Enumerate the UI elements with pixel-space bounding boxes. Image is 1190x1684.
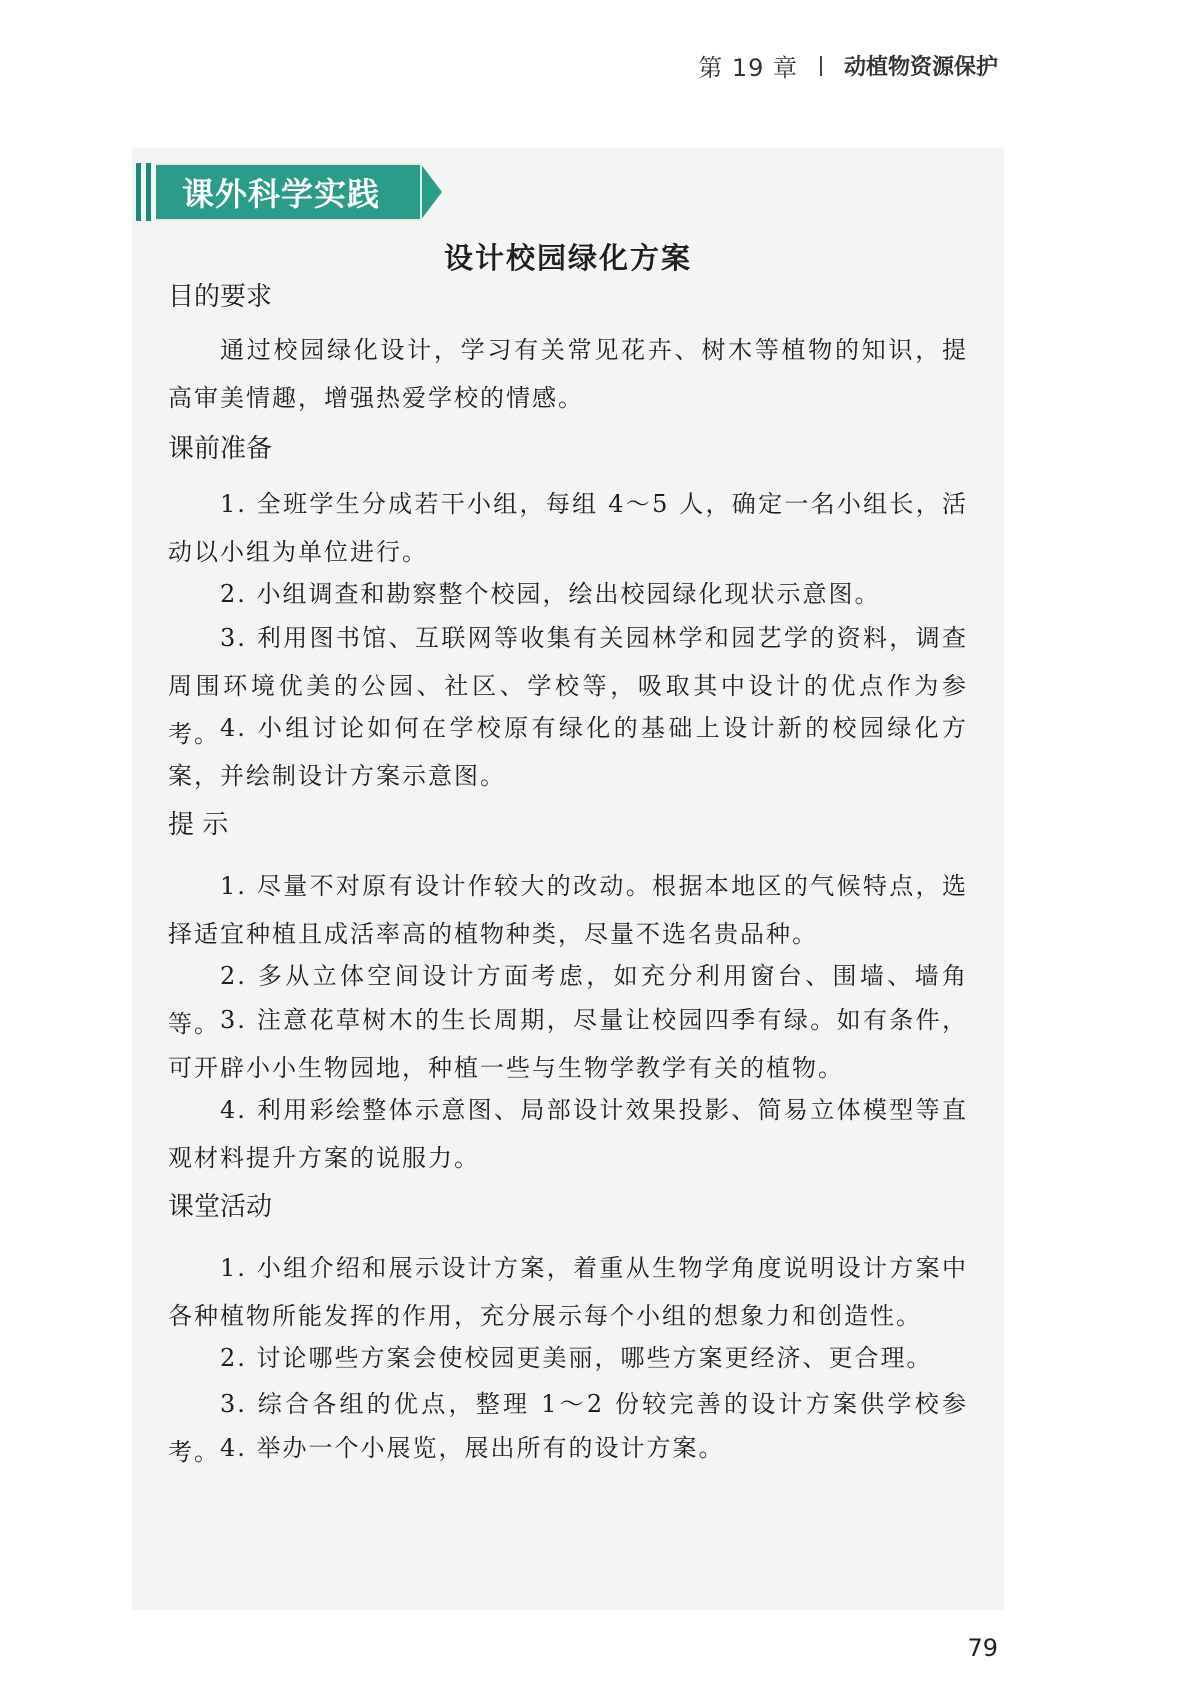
paragraph: 2. 讨论哪些方案会使校园更美丽，哪些方案更经济、更合理。	[220, 1344, 933, 1372]
banner-arrow-icon	[420, 163, 442, 221]
paragraph: 3. 综合各组的优点，整理 1～2 份较完善的设计方案供学校参考。	[168, 1390, 968, 1466]
paragraph: 1. 尽量不对原有设计作较大的改动。根据本地区的气候特点，选择适宜种植且成活率高的植物种类，尽量不选名贵品种。	[168, 872, 968, 948]
header-separator	[820, 56, 822, 76]
section-heading: 目的要求	[168, 282, 273, 312]
banner-label: 课外科学实践	[156, 163, 422, 221]
section-heading: 提 示	[168, 810, 229, 840]
section-banner	[136, 163, 442, 221]
paragraph: 4. 小组讨论如何在学校原有绿化的基础上设计新的校园绿化方案，并绘制设计方案示意图。	[168, 714, 968, 790]
chapter-title: 动植物资源保护	[843, 55, 998, 80]
section-heading: 课前准备	[168, 434, 273, 464]
paragraph: 1. 小组介绍和展示设计方案，着重从生物学角度说明设计方案中各种植物所能发挥的作用，充分展示每个小组的想象力和创造性。	[168, 1254, 968, 1330]
paragraph: 2. 小组调查和勘察整个校园，绘出校园绿化现状示意图。	[220, 580, 881, 608]
banner-stripe	[136, 163, 141, 221]
paragraph: 3. 注意花草树木的生长周期，尽量让校园四季有绿。如有条件，可开辟小小生物园地，种植一些与生物学教学有关的植物。	[168, 1006, 968, 1082]
article-title: 设计校园绿化方案	[443, 241, 692, 275]
chapter-number: 第 19 章	[698, 54, 798, 82]
paragraph: 通过校园绿化设计，学习有关常见花卉、树木等植物的知识，提高审美情趣，增强热爱学校的情感。	[168, 336, 968, 412]
paragraph: 2. 多从立体空间设计方面考虑，如充分利用窗台、围墙、墙角等。	[168, 962, 968, 1038]
paragraph: 4. 利用彩绘整体示意图、局部设计效果投影、简易立体模型等直观材料提升方案的说服力。	[168, 1096, 968, 1172]
paragraph: 4. 举办一个小展览，展出所有的设计方案。	[220, 1434, 725, 1462]
paragraph: 3. 利用图书馆、互联网等收集有关园林学和园艺学的资料，调查周围环境优美的公园、社区、学校等，吸取其中设计的优点作为参考。	[168, 624, 968, 748]
paragraph: 1. 全班学生分成若干小组，每组 4～5 人，确定一名小组长，活动以小组为单位进行。	[168, 490, 968, 566]
banner-stripe	[146, 163, 151, 221]
running-header	[698, 48, 998, 83]
page-number: 79	[967, 1634, 998, 1662]
section-heading: 课堂活动	[168, 1192, 273, 1222]
